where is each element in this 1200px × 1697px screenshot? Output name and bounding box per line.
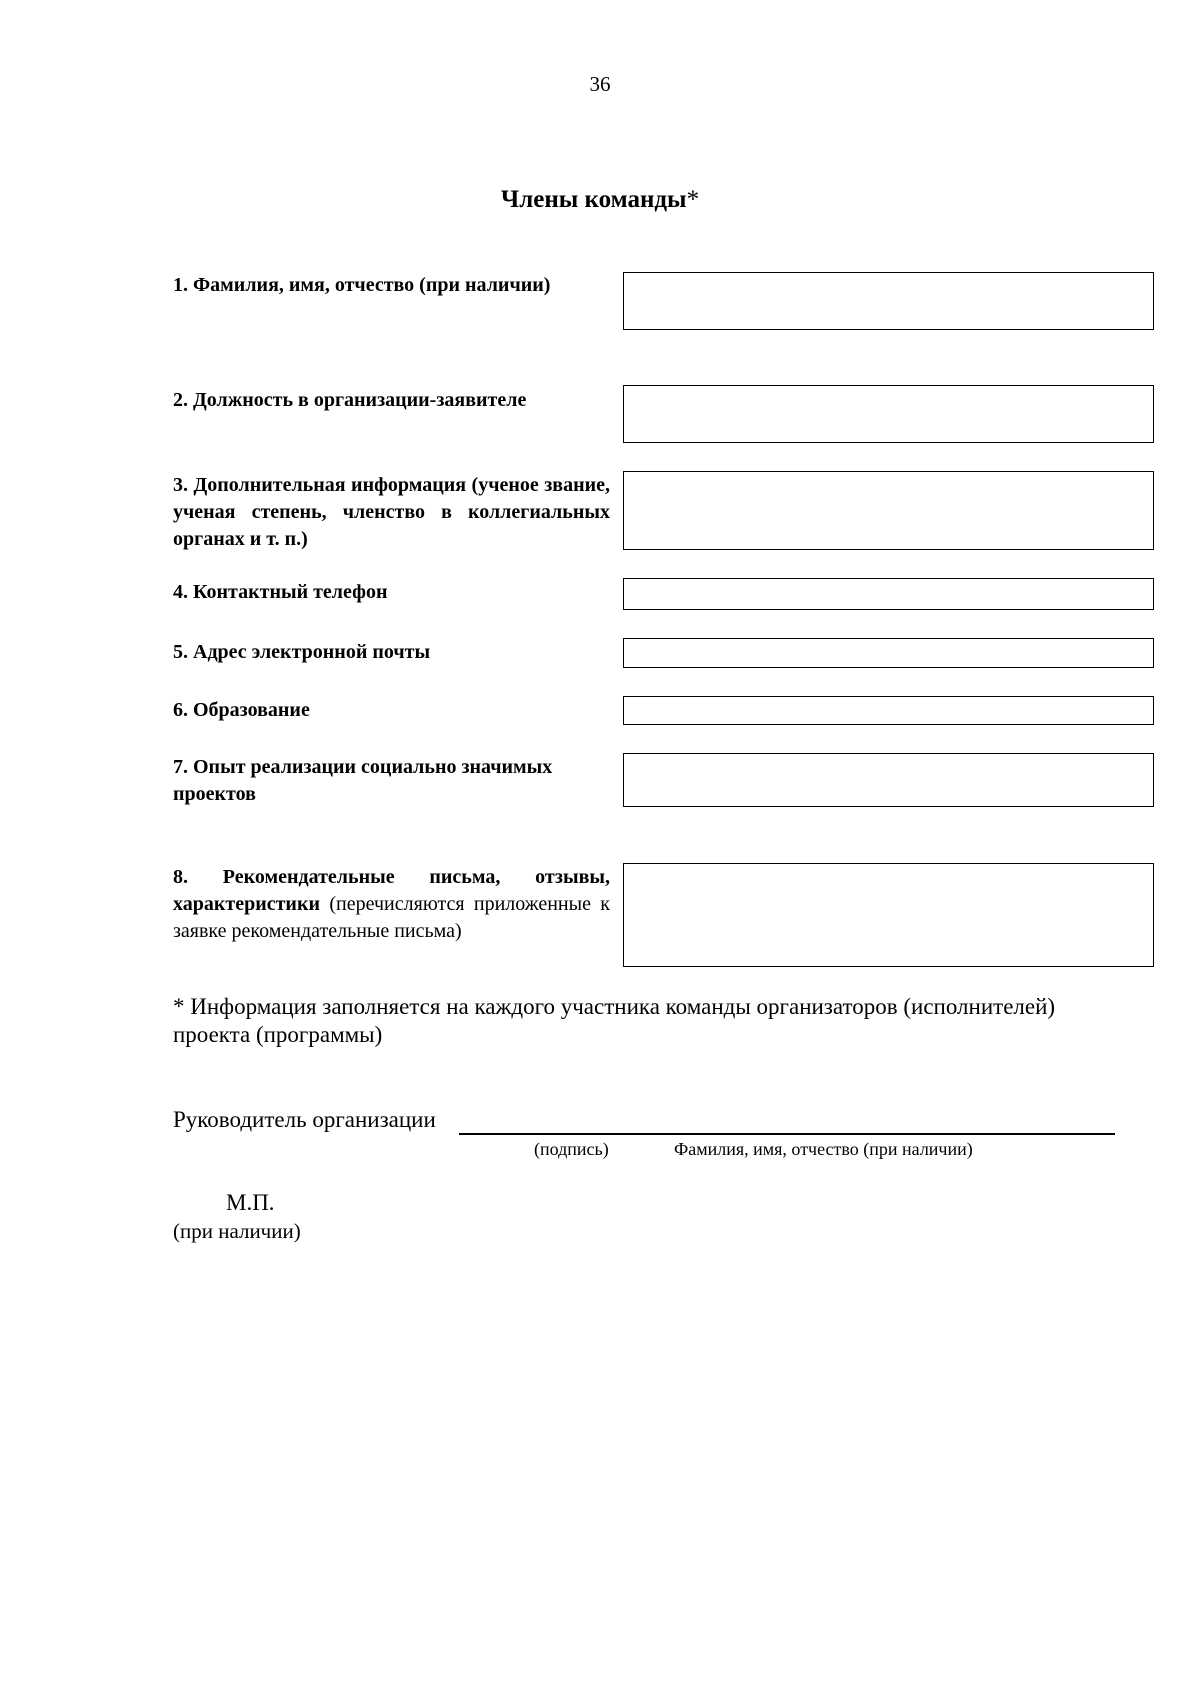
signature-label: Руководитель организации <box>173 1107 436 1132</box>
page-number: 36 <box>589 72 611 96</box>
email-field[interactable] <box>623 638 1154 668</box>
experience-field[interactable] <box>623 753 1154 807</box>
title-text: Члены команды <box>500 186 687 213</box>
field-label-additional-info: 3. Дополнительная информация (ученое звание, ученая степень, членство в коллегиальных органах и т. п.) <box>173 474 610 550</box>
education-field[interactable] <box>623 696 1154 725</box>
stamp-label: М.П. <box>226 1190 275 1215</box>
signature-caption: (подпись) <box>534 1139 609 1159</box>
field-label-position: 2. Должность в организации-заявителе <box>173 389 527 411</box>
field-label-experience: 7. Опыт реализации социально значимых проектов <box>173 756 553 805</box>
additional-info-field[interactable] <box>623 471 1154 550</box>
position-field[interactable] <box>623 385 1154 443</box>
title-asterisk: * <box>686 186 700 213</box>
name-caption: Фамилия, имя, отчество (при наличии) <box>674 1139 973 1159</box>
full-name-field[interactable] <box>623 272 1154 330</box>
field-label-phone: 4. Контактный телефон <box>173 581 388 603</box>
field-label-recommendations <box>173 864 610 945</box>
stamp-note: (при наличии) <box>173 1219 301 1243</box>
signature-line[interactable] <box>459 1133 1115 1135</box>
recommendations-label-bold: 8. Рекомендательные письма, отзывы, характеристики <box>173 866 610 915</box>
footnote: * Информация заполняется на каждого участника команды организаторов (исполнителей) проекта (программы) <box>173 994 1056 1047</box>
field-label-education: 6. Образование <box>173 699 310 721</box>
recommendations-field[interactable] <box>623 863 1154 967</box>
field-label-email: 5. Адрес электронной почты <box>173 641 431 663</box>
recommendations-label-note: (перечисляются приложенные к заявке рекомендательные письма) <box>173 893 611 942</box>
phone-field[interactable] <box>623 578 1154 610</box>
page-title <box>0 186 1200 214</box>
field-label-full-name: 1. Фамилия, имя, отчество (при наличии) <box>173 274 551 296</box>
